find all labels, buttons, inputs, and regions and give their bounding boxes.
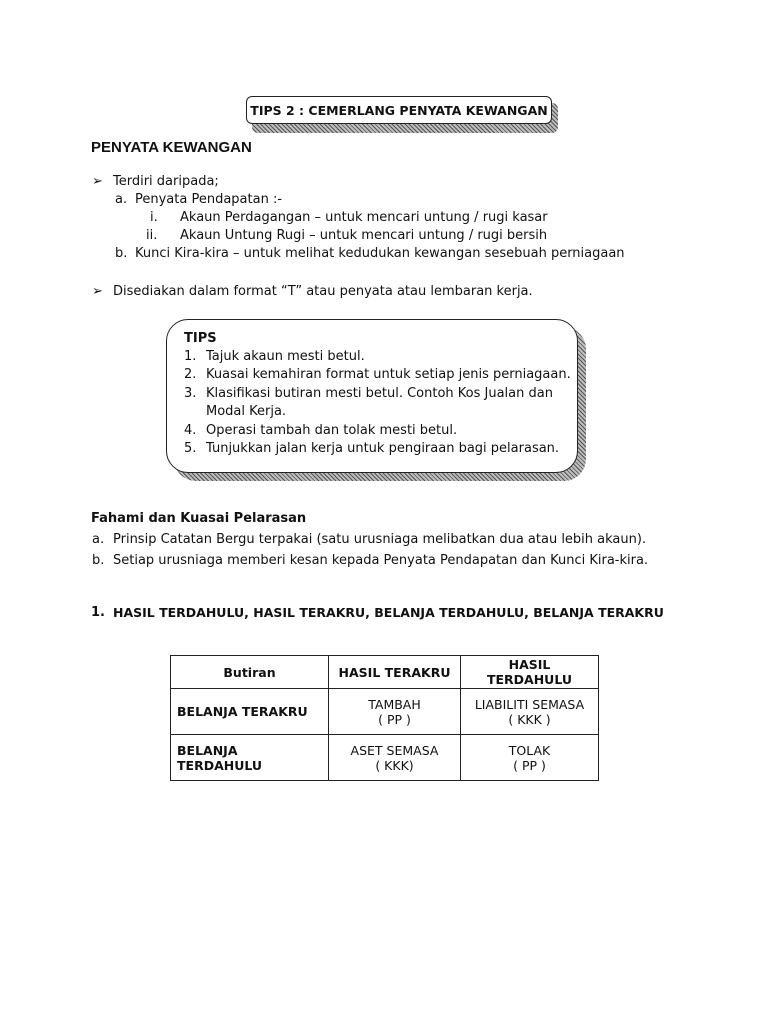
table-cell [329, 689, 461, 735]
section-heading: Fahami dan Kuasai Pelarasan [91, 511, 307, 526]
cell-line: ( KKK) [375, 757, 414, 773]
cell-line: TAMBAH [368, 696, 421, 712]
table-row [171, 689, 599, 735]
tips-num: 1. [184, 349, 197, 364]
bullet-text: Terdiri daripada; [113, 174, 219, 189]
tips-title: TIPS [184, 331, 217, 346]
cell-line: ( KKK ) [508, 711, 551, 727]
table-header-cell: Butiran [171, 656, 329, 689]
bullet-marker: ➢ [92, 284, 103, 299]
tips-item-continued: Modal Kerja. [206, 404, 287, 419]
list-item-text: Prinsip Catatan Bergu terpakai (satu urusniaga melibatkan dua atau lebih akaun). [113, 532, 647, 547]
cell-line: ( PP ) [378, 711, 411, 727]
table-header-cell: HASIL TERDAHULU [461, 656, 599, 689]
list-marker: ii. [146, 228, 158, 243]
list-marker: b. [92, 553, 105, 568]
row-label: BELANJA TERAKRU [171, 689, 329, 735]
tips-item: Tajuk akaun mesti betul. [206, 349, 365, 364]
section-number: 1. [91, 605, 105, 620]
tips-item: Tunjukkan jalan kerja untuk pengiraan bagi pelarasan. [206, 441, 560, 456]
tips-item: Kuasai kemahiran format untuk setiap jenis perniagaan. [206, 367, 571, 382]
table-cell [461, 689, 599, 735]
tips-item: Klasifikasi butiran mesti betul. Contoh Kos Jualan dan [206, 386, 553, 401]
tips-num: 3. [184, 386, 197, 401]
adjustment-table [170, 655, 599, 781]
table-row [171, 735, 599, 781]
list-item-text: Akaun Untung Rugi – untuk mencari untung / rugi bersih [180, 228, 548, 243]
table-cell [329, 735, 461, 781]
list-item-text: Penyata Pendapatan :- [135, 192, 283, 207]
cell-line: LIABILITI SEMASA [474, 696, 585, 712]
tips-num: 4. [184, 423, 197, 438]
table-header-row [171, 656, 599, 689]
title-box [246, 96, 552, 124]
table-cell [461, 735, 599, 781]
table-header-cell: HASIL TERAKRU [329, 656, 461, 689]
row-label: BELANJA TERDAHULU [171, 735, 329, 781]
bullet-text: Disediakan dalam format “T” atau penyata atau lembaran kerja. [113, 284, 533, 299]
cell-line: TOLAK [508, 742, 551, 758]
list-item-text: Setiap urusniaga memberi kesan kepada Penyata Pendapatan dan Kunci Kira-kira. [113, 553, 649, 568]
list-item-text: Akaun Perdagangan – untuk mencari untung / rugi kasar [180, 210, 548, 225]
bullet-marker: ➢ [92, 174, 103, 189]
page-heading: PENYATA KEWANGAN [91, 139, 252, 156]
list-marker: i. [150, 210, 158, 225]
title-text: TIPS 2 : CEMERLANG PENYATA KEWANGAN [250, 102, 548, 118]
tips-num: 2. [184, 367, 197, 382]
list-marker: b. [115, 246, 128, 261]
tips-item: Operasi tambah dan tolak mesti betul. [206, 423, 458, 438]
cell-line: ( PP ) [513, 757, 546, 773]
section-title: HASIL TERDAHULU, HASIL TERAKRU, BELANJA TERDAHULU, BELANJA TERAKRU [113, 605, 664, 620]
tips-num: 5. [184, 441, 197, 456]
list-marker: a. [92, 532, 105, 547]
list-marker: a. [115, 192, 128, 207]
list-item-text: Kunci Kira-kira – untuk melihat kedudukan kewangan sesebuah perniagaan [135, 246, 625, 261]
cell-line: ASET SEMASA [350, 742, 439, 758]
